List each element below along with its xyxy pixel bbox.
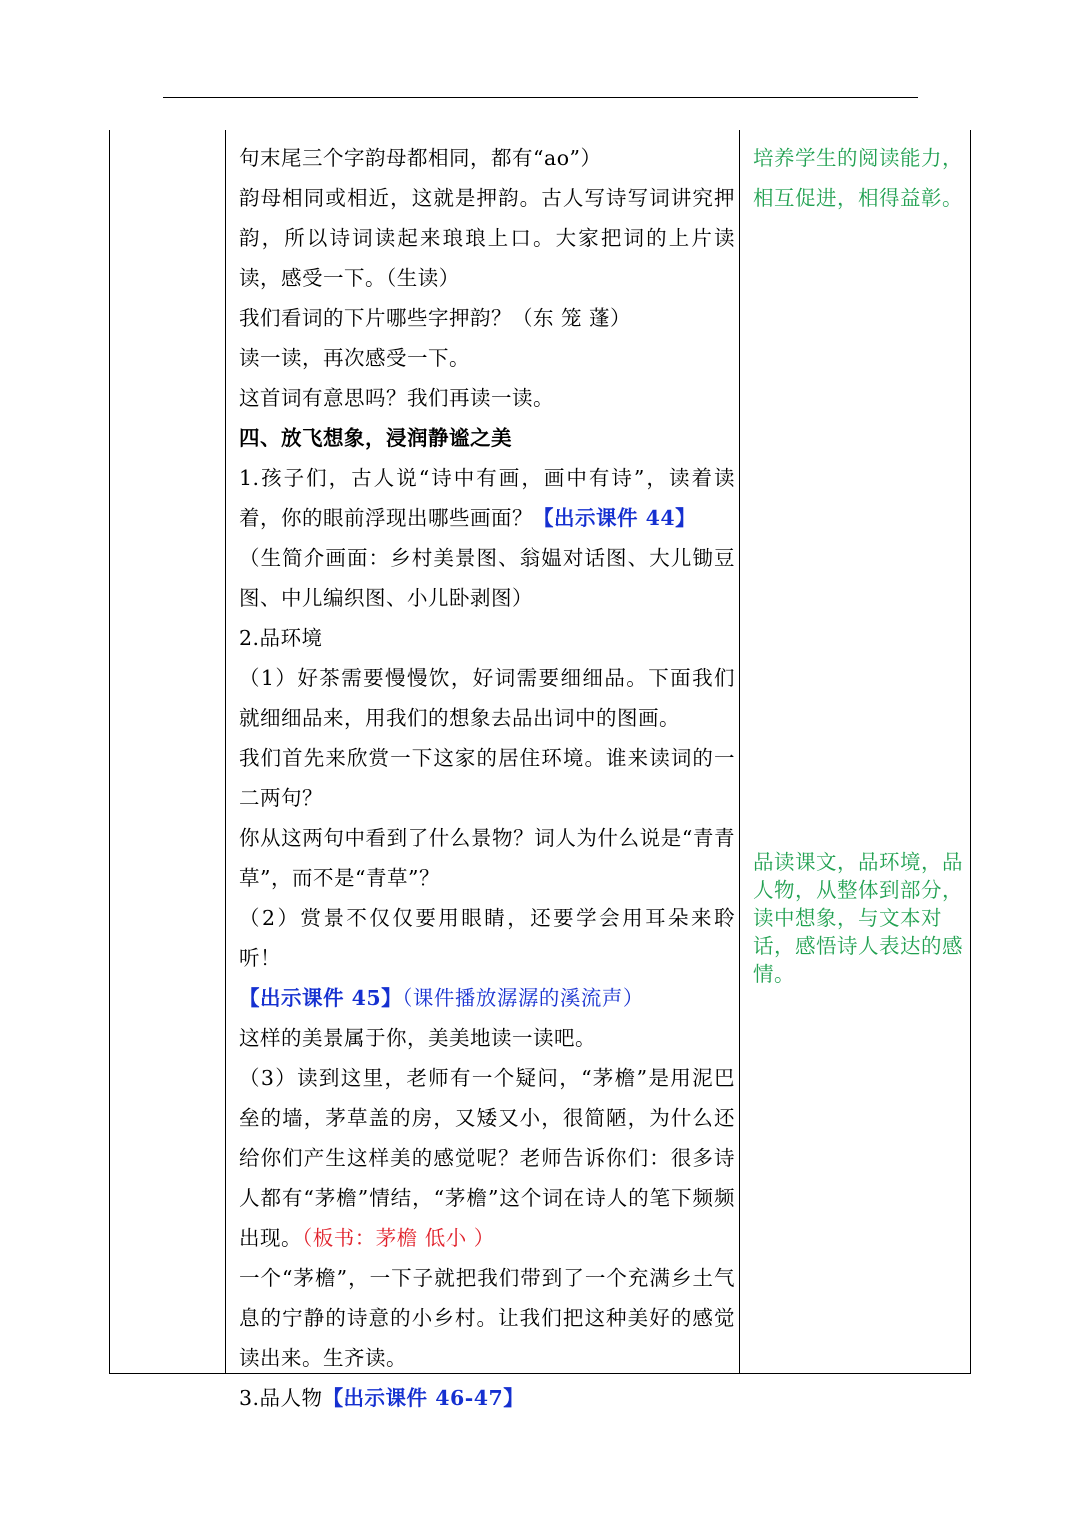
text-paragraph: 我们首先来欣赏一下这家的居住环境。谁来读词的一二两句？ — [239, 746, 735, 810]
header-rule — [163, 97, 918, 98]
courseware-tag: 【出示课件 46-47】 — [322, 1386, 525, 1410]
text-paragraph: （生简介画面：乡村美景图、翁媪对话图、大儿锄豆图、中儿编织图、小儿卧剥图） — [239, 546, 735, 610]
text-paragraph: （1）好茶需要慢慢饮，好词需要细细品。下面我们就细细品来，用我们的想象去品出词中的图画。 — [239, 666, 735, 730]
subheading: 3.品人物 — [239, 1386, 323, 1410]
column-divider-right — [739, 130, 740, 1374]
text-paragraph — [239, 458, 735, 538]
design-intent-note-1: 培养学生的阅读能力，相互促进，相得益彰。 — [753, 146, 963, 210]
text-line: （2）赏景不仅仅要用眼睛，还要学会用耳朵来聆听！ — [239, 906, 735, 970]
text-line — [239, 978, 735, 1018]
text-span: （3）读到这里，老师有一个疑问，“茅檐”是用泥巴垒的墙，茅草盖的房，又矮又小，很简陋，为什么还给你们产生这样美的感觉呢？老师告诉你们：很多诗人都有“茅檐”情结，“茅檐”这个词在诗人的笔下频频出现。 — [239, 1066, 735, 1250]
design-intent-note-2: 品读课文，品环境，品人物，从整体到部分，读中想象，与文本对话，感悟诗人表达的感情。 — [753, 850, 963, 986]
text-line — [239, 1378, 735, 1418]
courseware-tag: 【出示课件 44】 — [533, 506, 697, 530]
section-heading: 四、放飞想象，浸润静谧之美 — [239, 426, 512, 450]
courseware-note: （课件播放潺潺的溪流声） — [402, 986, 644, 1010]
text-paragraph: 韵母相同或相近，这就是押韵。古人写诗写词讲究押韵，所以诗词读起来琅琅上口。大家把词的上片读读，感受一下。（生读） — [239, 186, 735, 290]
courseware-tag: 【出示课件 45】 — [239, 986, 403, 1010]
text-paragraph — [239, 1058, 735, 1258]
text-paragraph: 你从这两句中看到了什么景物？词人为什么说是“青青草”，而不是“青草”？ — [239, 826, 735, 890]
board-note: （板书：茅檐 低小 ） — [302, 1226, 495, 1250]
text-line: 读一读，再次感受一下。 — [239, 346, 470, 370]
text-line: 这首词有意思吗？我们再读一读。 — [239, 386, 554, 410]
teaching-process-column — [239, 138, 735, 1418]
text-span: 1.孩子们，古人说“诗中有画，画中有诗”，读着读着，你的眼前浮现出哪些画面？ — [239, 466, 735, 530]
text-line: 句末尾三个字韵母都相同，都有“ao”） — [239, 146, 602, 170]
subheading: 2.品环境 — [239, 626, 323, 650]
text-line: 这样的美景属于你，美美地读一读吧。 — [239, 1026, 596, 1050]
text-paragraph: 一个“茅檐”，一下子就把我们带到了一个充满乡土气息的宁静的诗意的小乡村。让我们把这种美好的感觉读出来。生齐读。 — [239, 1266, 735, 1370]
text-line: 我们看词的下片哪些字押韵？（东 笼 蓬） — [239, 306, 632, 330]
column-divider-left — [225, 130, 226, 1374]
